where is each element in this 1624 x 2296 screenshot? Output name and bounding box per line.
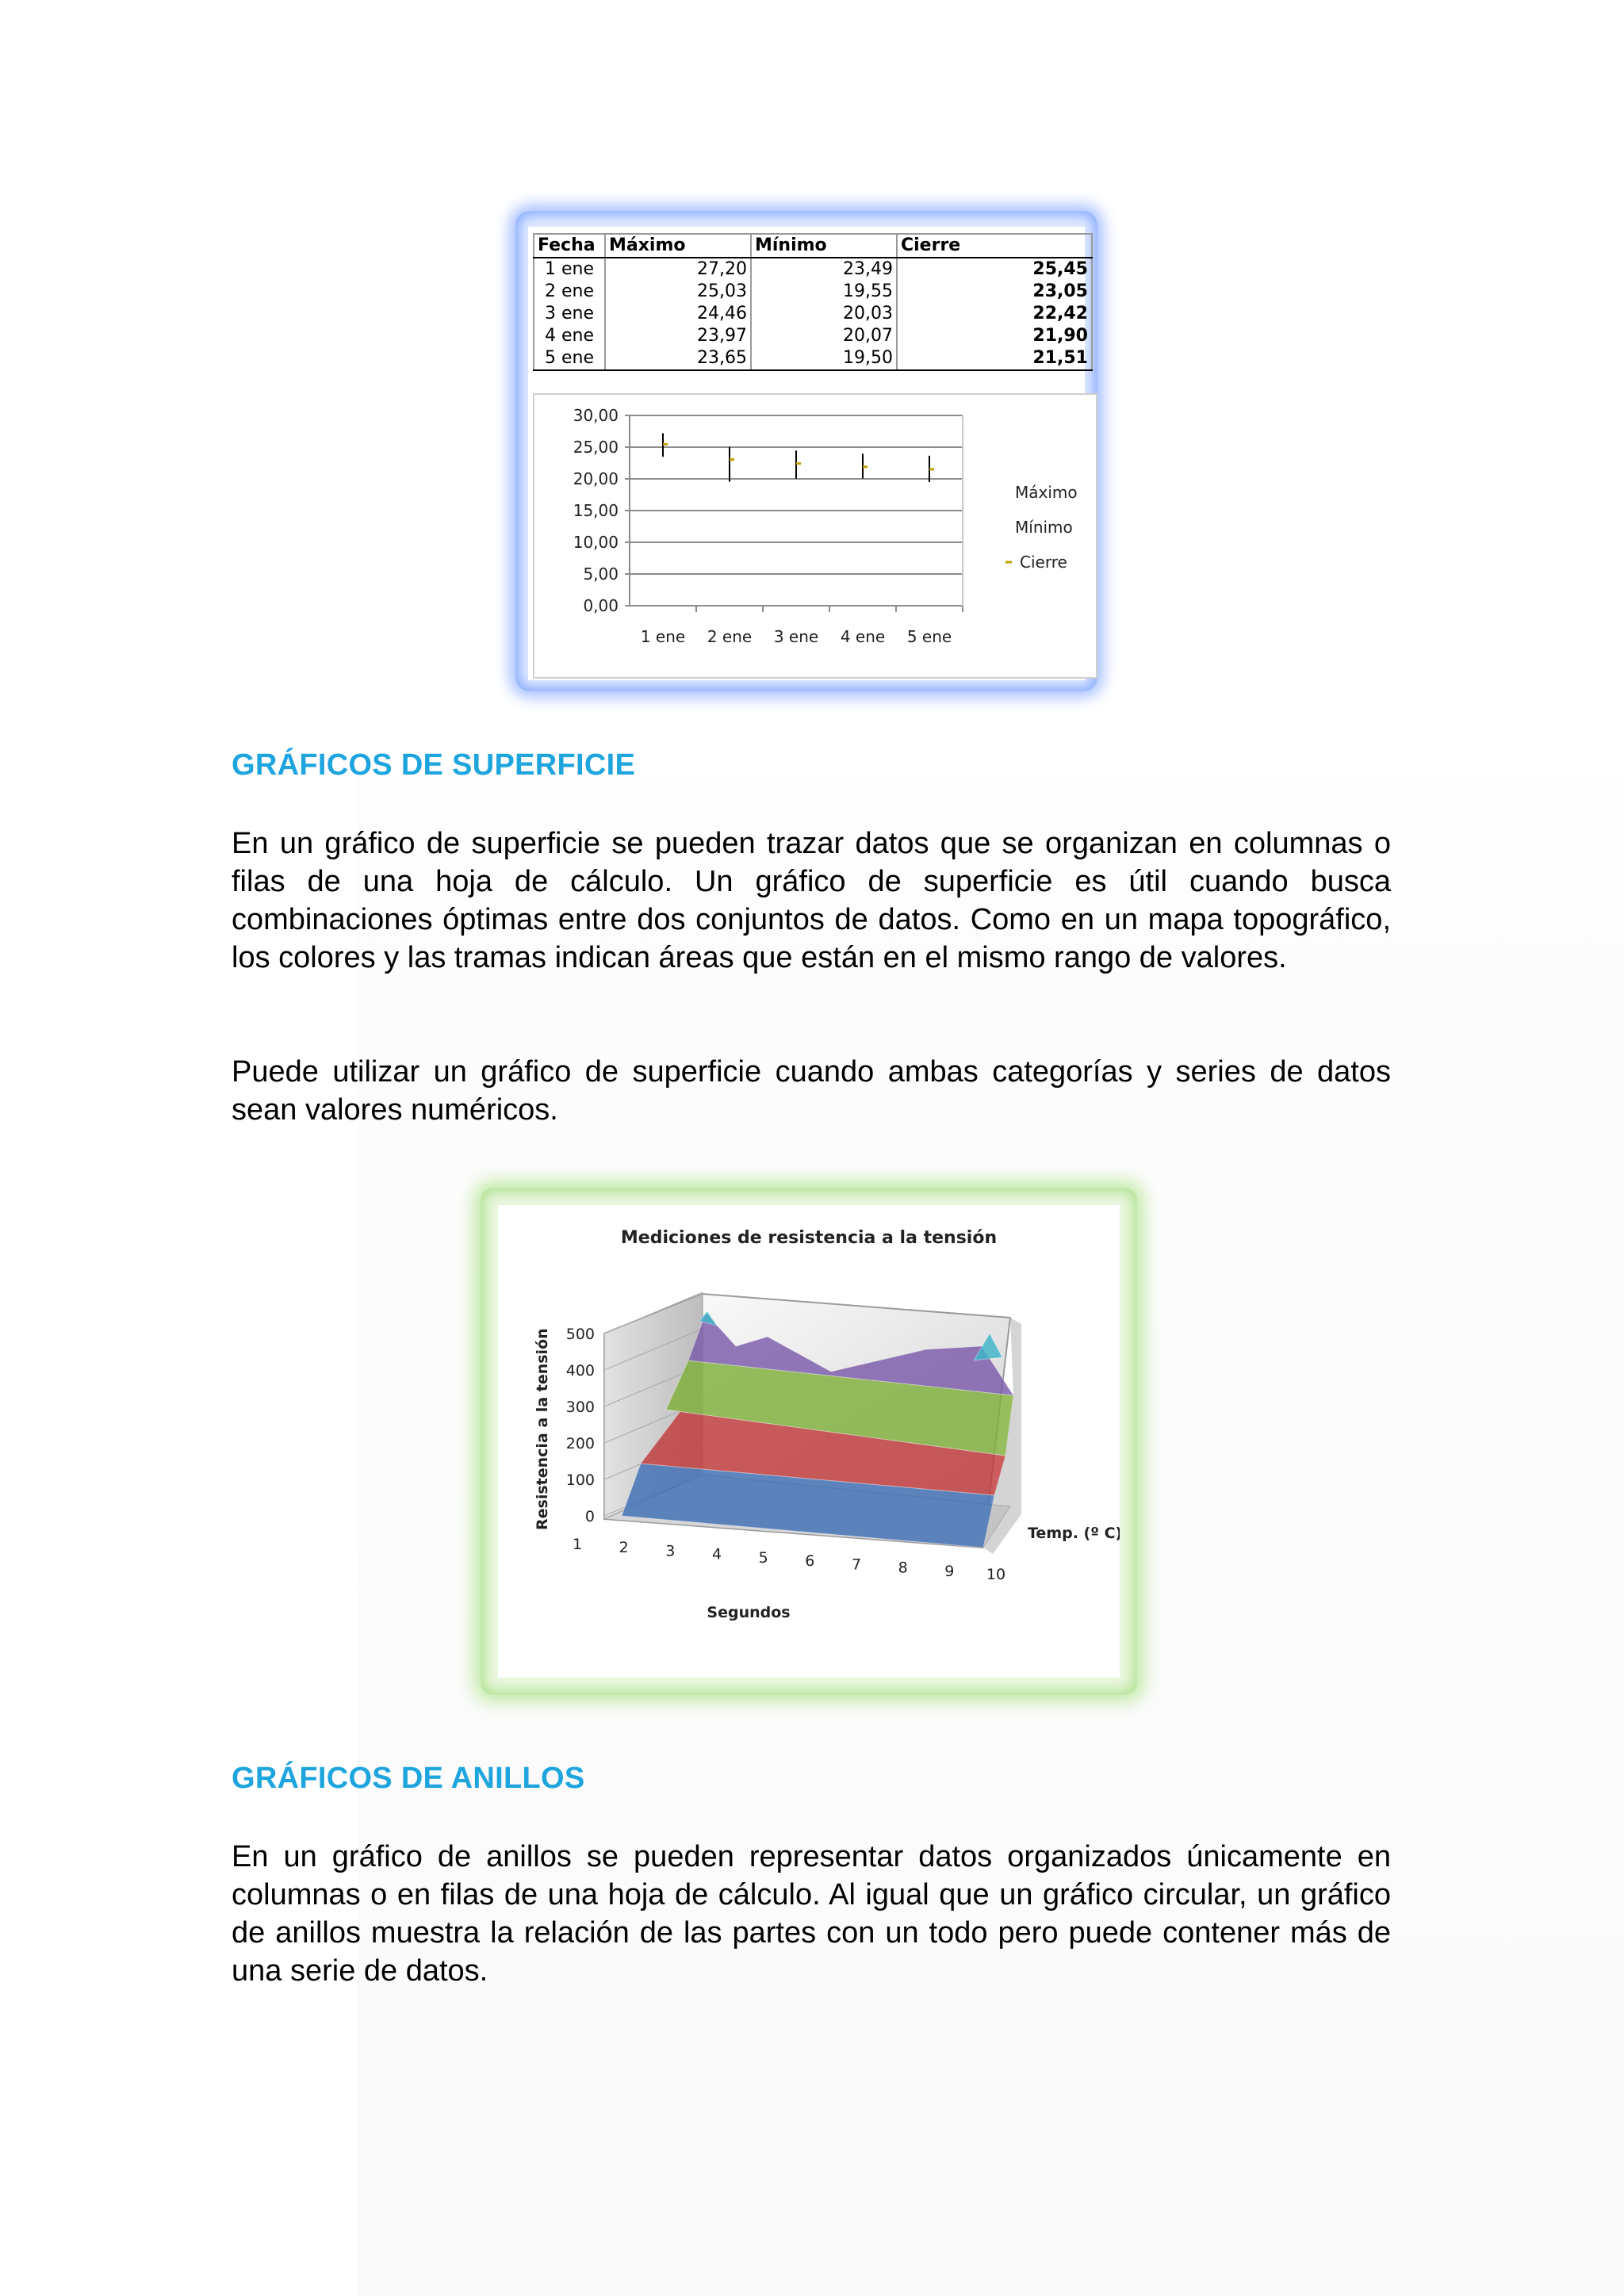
x-tick-mark: [895, 606, 897, 612]
x-tick-label: 4: [711, 1545, 722, 1563]
col-header-maximo: Máximo: [605, 234, 751, 258]
x-tick-label: 2: [619, 1539, 629, 1557]
table-row: [534, 281, 1092, 303]
cell-fecha: 5 ene: [534, 347, 605, 370]
cell-maximo: 23,65: [605, 347, 751, 370]
cell-minimo: 20,07: [751, 325, 897, 347]
col-header-minimo: Mínimo: [751, 234, 897, 258]
table-row: [534, 325, 1092, 347]
section-heading-superficie: GRÁFICOS DE SUPERFICIE: [232, 748, 636, 782]
x-tick-label: 4 ene: [840, 627, 886, 646]
x-tick-mark: [762, 606, 764, 612]
legend-item: Cierre: [1020, 553, 1067, 572]
x-tick-label: 3: [665, 1542, 676, 1560]
y-tick-label: 5,00: [583, 564, 619, 584]
chart-title: Mediciones de resistencia a la tensión: [620, 1228, 998, 1248]
surface-figure: [481, 1188, 1137, 1695]
cell-maximo: 24,46: [605, 303, 751, 325]
x-tick-label: 6: [805, 1552, 815, 1571]
plot-right-border: [962, 415, 963, 606]
y-tick-label: 0: [584, 1508, 595, 1525]
y-tick-label: 500: [565, 1326, 595, 1343]
gridline: [630, 573, 963, 575]
x-tick-label: 10: [986, 1566, 1006, 1583]
cell-fecha: 3 ene: [534, 303, 605, 325]
y-tick-label: 10,00: [573, 533, 619, 552]
x-tick-label: 9: [944, 1562, 955, 1580]
y-tick-label: 15,00: [573, 501, 619, 520]
col-header-fecha: Fecha: [534, 234, 605, 258]
x-tick-label: 5: [758, 1548, 768, 1567]
x-tick-mark: [695, 606, 697, 612]
y-axis-line: [629, 415, 630, 606]
x-tick-label: 7: [851, 1556, 862, 1574]
table-row: [534, 258, 1092, 281]
x-tick-label: 3 ene: [773, 627, 819, 646]
table-row: [534, 303, 1092, 325]
surface-figure-content: [498, 1205, 1120, 1678]
cell-maximo: 25,03: [605, 281, 751, 303]
x-axis-label: Segundos: [707, 1604, 791, 1621]
y-tick-label: 100: [565, 1471, 595, 1489]
x-tick-label: 1 ene: [640, 627, 686, 646]
surface-chart: [498, 1205, 1120, 1678]
x-tick-label: 2 ene: [707, 627, 753, 646]
table-row: [534, 347, 1092, 370]
z-axis-label: Temp. (º C): [1028, 1525, 1120, 1542]
legend-item: Mínimo: [1015, 518, 1073, 537]
cell-cierre: 21,90: [897, 325, 1092, 347]
cell-cierre: 23,05: [897, 281, 1092, 303]
stock-table: [533, 233, 1093, 371]
table-header-row: [534, 234, 1092, 258]
y-tick-label: 200: [565, 1435, 595, 1452]
x-tick-label: 1: [572, 1536, 583, 1553]
cell-minimo: 23,49: [751, 258, 897, 281]
section-heading-anillos: GRÁFICOS DE ANILLOS: [232, 1762, 585, 1795]
stock-figure-content: [528, 227, 1088, 680]
gridline: [630, 415, 963, 416]
y-tick-label: 20,00: [573, 469, 619, 488]
y-tick-label: 400: [565, 1362, 595, 1380]
stock-chart-frame: [533, 393, 1097, 679]
gridline: [630, 446, 963, 448]
cell-fecha: 2 ene: [534, 281, 605, 303]
stock-figure: [515, 211, 1097, 691]
y-tick-label: 30,00: [573, 406, 619, 425]
paragraph-anillos-1: En un gráfico de anillos se pueden representar datos organizados únicamente en columnas o en filas de una hoja de cálculo. Al igual que un gráfico circular, un gráfico de anillos muestra la relación de las partes con un todo pero puede contener más de una serie de datos.: [232, 1840, 1391, 1988]
cell-fecha: 1 ene: [534, 258, 605, 281]
legend-item: Máximo: [1015, 483, 1078, 502]
col-header-cierre: Cierre: [897, 234, 1092, 258]
y-tick-label: 300: [565, 1399, 595, 1416]
cell-cierre: 22,42: [897, 303, 1092, 325]
y-tick-label: 0,00: [583, 596, 619, 615]
gridline: [630, 605, 963, 607]
cell-minimo: 19,50: [751, 347, 897, 370]
cell-cierre: 25,45: [897, 258, 1092, 281]
x-tick-mark: [829, 606, 830, 612]
y-tick-label: 25,00: [573, 438, 619, 457]
cell-cierre: 21,51: [897, 347, 1092, 370]
y-axis-label: Resistencia a la tensión: [534, 1328, 551, 1530]
x-tick-label: 5 ene: [906, 627, 952, 646]
x-tick-label: 8: [898, 1559, 908, 1577]
cell-fecha: 4 ene: [534, 325, 605, 347]
paragraph-superficie-1: En un gráfico de superficie se pueden trazar datos que se organizan en columnas o filas de una hoja de cálculo. Un gráfico de superficie es útil cuando busca combinaciones óptimas entre dos conjuntos de datos. Como en un mapa topográfico, los colores y las tramas indican áreas que están en el mismo rango de valores.: [232, 827, 1391, 974]
x-tick-mark: [962, 606, 963, 612]
stock-chart: [534, 395, 1096, 677]
gridline: [630, 541, 963, 543]
cell-maximo: 23,97: [605, 325, 751, 347]
gridline: [630, 510, 963, 511]
cell-minimo: 19,55: [751, 281, 897, 303]
paragraph-superficie-2: Puede utilizar un gráfico de superficie cuando ambas categorías y series de datos sean valores numéricos.: [232, 1055, 1391, 1127]
cell-maximo: 27,20: [605, 258, 751, 281]
cell-minimo: 20,03: [751, 303, 897, 325]
